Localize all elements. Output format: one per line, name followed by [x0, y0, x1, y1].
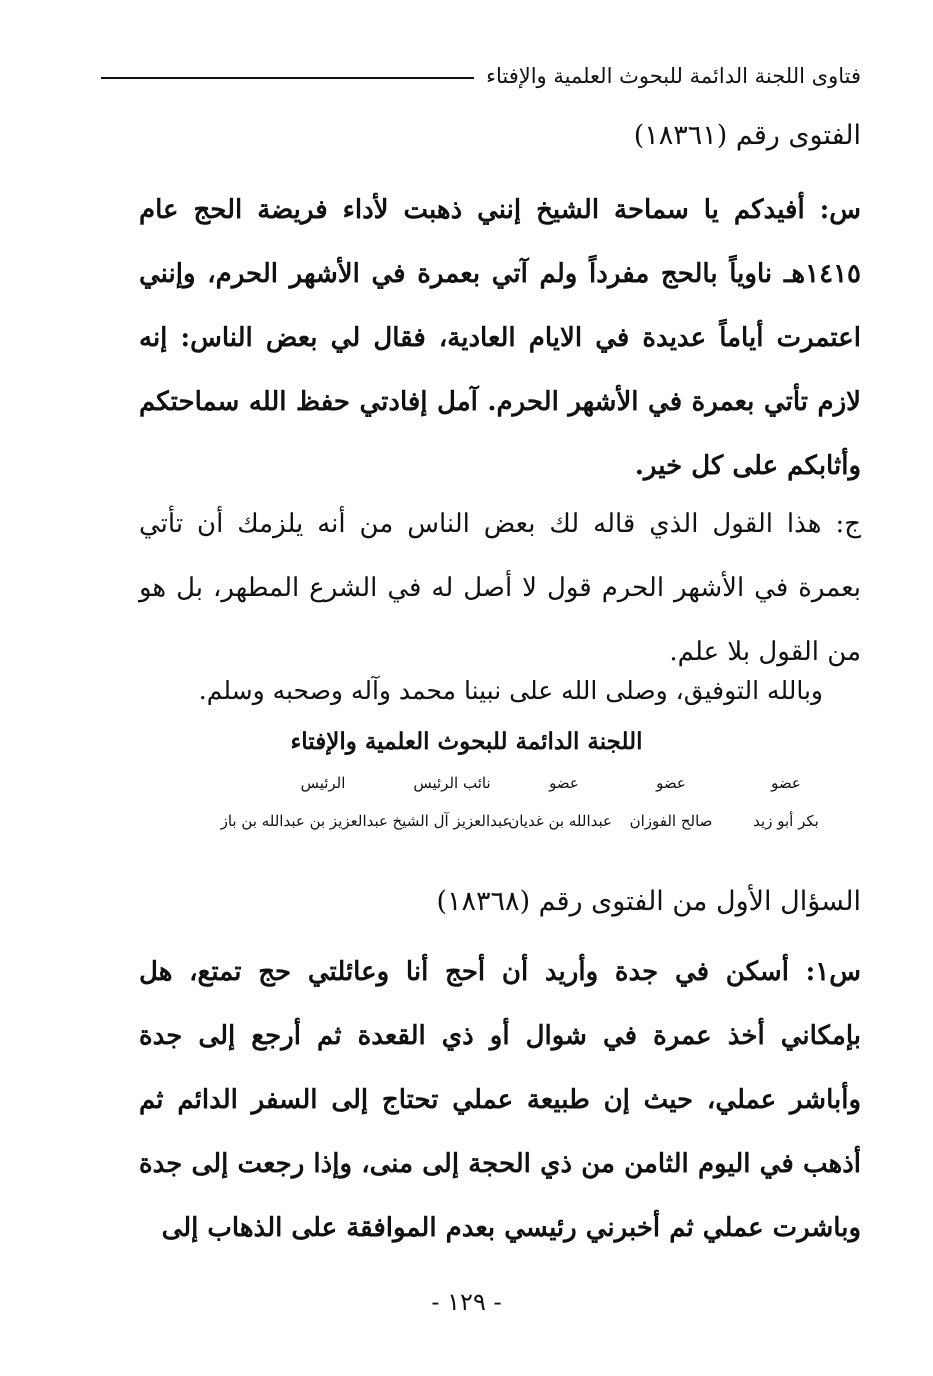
fatwa-title: الفتوى رقم (١٨٣٦١) [633, 120, 861, 151]
signatory-role: عضو [656, 774, 686, 792]
running-header-title: فتاوى اللجنة الدائمة للبحوث العلمية والإفتاء [486, 64, 861, 88]
signatory-name: عبدالعزيز بن عبدالله بن باز [220, 812, 388, 830]
committee-name: اللجنة الدائمة للبحوث العلمية والإفتاء [290, 728, 643, 755]
page-number: - ١٢٩ - [431, 1288, 502, 1316]
signatory-role: الرئيس [300, 774, 346, 792]
header-rule [101, 77, 474, 79]
closing-line: وبالله التوفيق، وصلى الله على نبينا محمد وآله وصحبه وسلم. [198, 676, 823, 705]
signatory-names [100, 812, 842, 830]
running-header [101, 58, 861, 94]
signatory-role: عضو [771, 774, 801, 792]
fatwa-answer: ج: هذا القول الذي قاله لك بعض الناس من أنه يلزمك أن تأتي بعمرة في الأشهر الحرم قول لا أصل له في الشرع المطهر، بل هو من القول بلا علم. [139, 509, 861, 667]
next-fatwa-title: السؤال الأول من الفتوى رقم (١٨٣٦٨) [436, 886, 861, 917]
signatory-name: بكر أبو زيد [753, 812, 819, 830]
fatwa-question: س: أفيدكم يا سماحة الشيخ إنني ذهبت لأداء فريضة الحج عام ١٤١٥هـ ناوياً بالحج مفرداً ولم آتي بعمرة في الأشهر الحرم، وإنني اعتمرت أياماً عديدة في الايام العادية، فقال لي بعض الناس: إنه لازم تأتي بعمرة في الأشهر الحرم. آمل إفادتي حفظ الله سماحتكم وأثابكم على كل خير. [139, 195, 862, 481]
signatory-name: عبدالله بن غديان [508, 812, 612, 830]
signatory-roles [100, 774, 842, 792]
signatory-role: عضو [549, 774, 579, 792]
signatory-name: صالح الفوزان [629, 812, 713, 830]
next-fatwa-question: س١: أسكن في جدة وأريد أن أحج أنا وعائلتي حج تمتع، هل بإمكاني أخذ عمرة في شوال أو ذي القعدة ثم أرجع إلى جدة وأباشر عملي، حيث إن طبيعة عملي تحتاج إلى السفر الدائم ثم أذهب في اليوم الثامن من ذي الحجة إلى منى، وإذا رجعت إلى جدة وباشرت عملي ثم أخبرني رئيسي بعدم الموافقة على الذهاب إلى [139, 957, 861, 1243]
signatory-name: عبدالعزيز آل الشيخ [392, 812, 512, 830]
signatory-spacer [100, 774, 258, 792]
signatory-role: نائب الرئيس [413, 774, 491, 792]
signatory-spacer [100, 812, 258, 830]
